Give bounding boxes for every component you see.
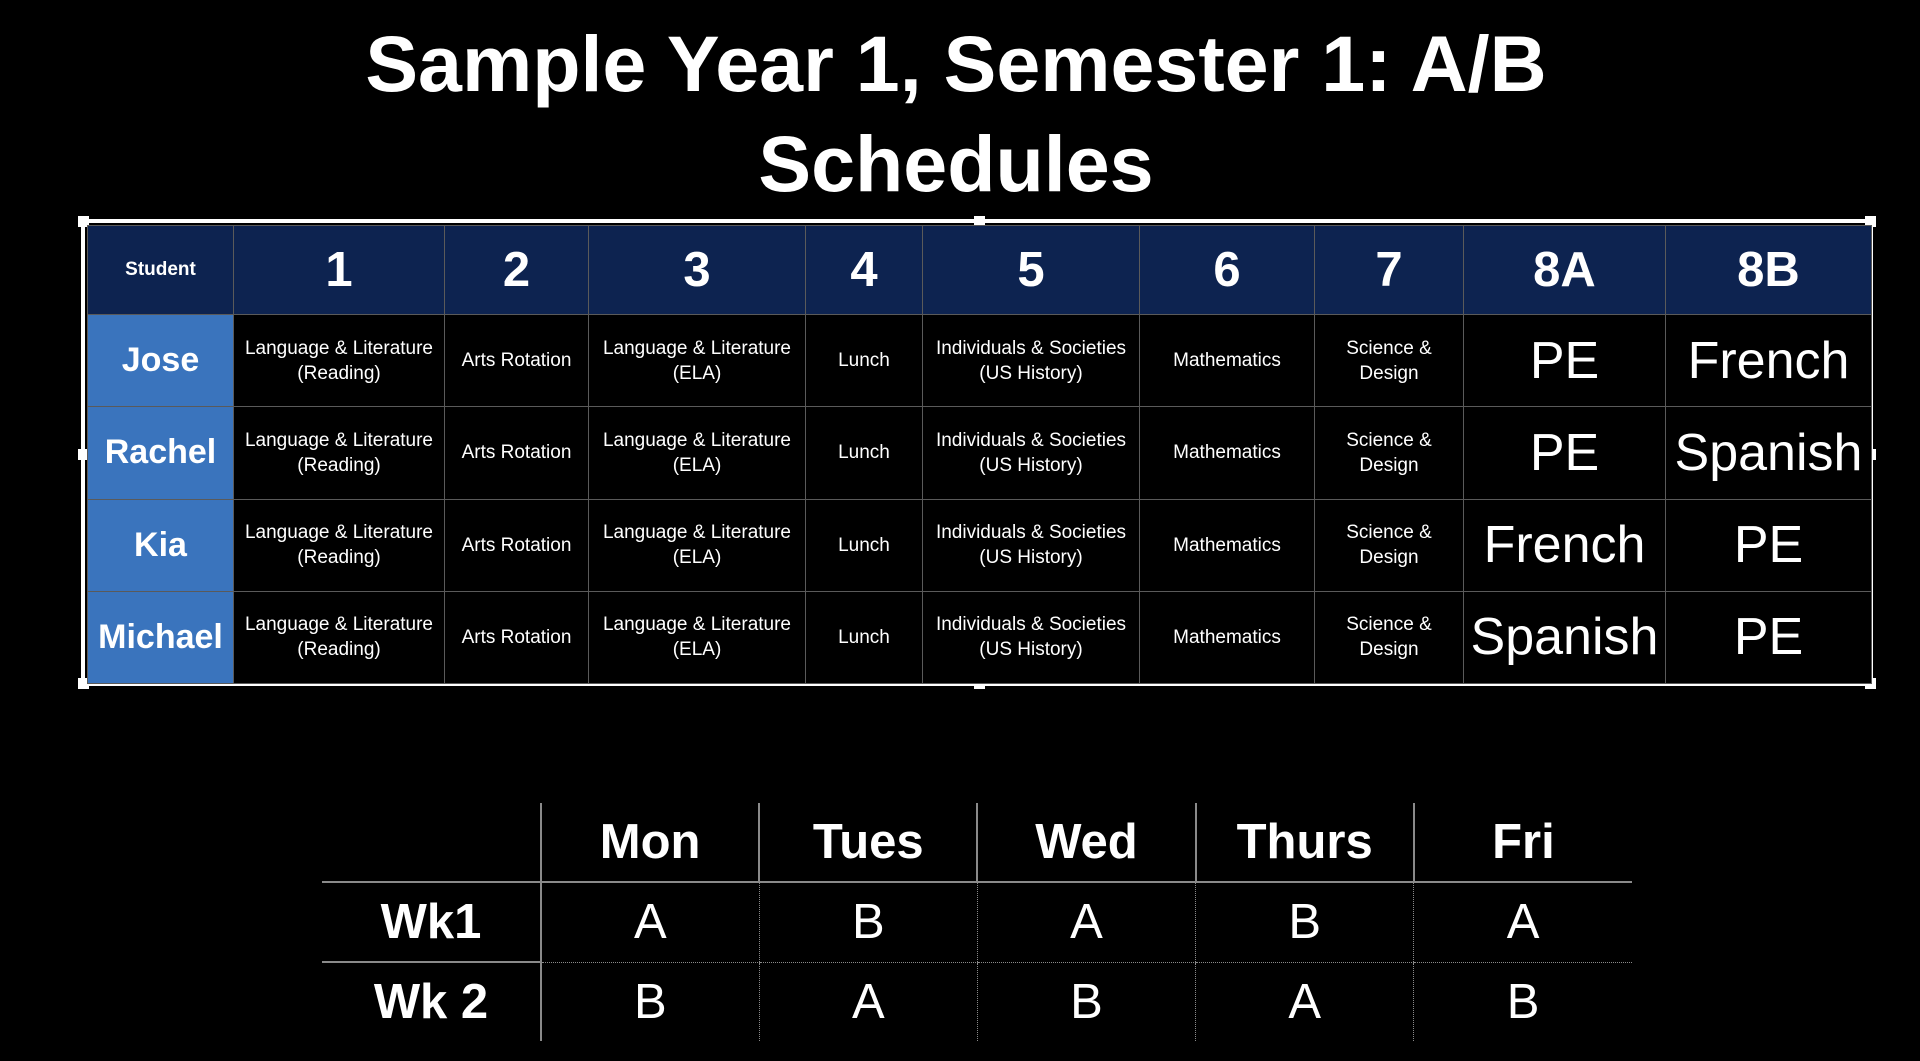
schedule-row-michael (88, 591, 1872, 683)
course-detail: (Reading) (297, 639, 381, 661)
period-4-cell[interactable]: Lunch (806, 591, 923, 683)
period-8a-cell[interactable]: Spanish (1464, 591, 1666, 683)
course-name: Science & (1346, 614, 1432, 636)
course-detail: (Reading) (297, 454, 381, 476)
period-6-cell[interactable]: Mathematics (1140, 591, 1315, 683)
week-label[interactable]: Wk1 (322, 882, 541, 962)
header-cell-student[interactable]: Student (88, 226, 234, 315)
course-detail: Design (1359, 547, 1419, 569)
day-header-fri[interactable]: Fri (1414, 803, 1632, 882)
period-3-cell[interactable] (589, 315, 806, 407)
course-detail: (ELA) (672, 547, 722, 569)
course-name: Language & Literature (244, 522, 434, 544)
day-header-wed[interactable]: Wed (977, 803, 1195, 882)
period-8a-cell[interactable]: PE (1464, 407, 1666, 499)
course-detail: Design (1359, 362, 1419, 384)
period-2-cell[interactable]: Arts Rotation (445, 499, 589, 591)
period-1-cell[interactable] (234, 407, 445, 499)
schedule-row-kia (88, 499, 1872, 591)
day-type-cell[interactable]: A (759, 962, 977, 1041)
header-cell-period-5[interactable]: 5 (923, 226, 1140, 315)
period-7-cell[interactable] (1315, 591, 1464, 683)
week-row-2 (322, 962, 1632, 1041)
day-type-cell[interactable]: B (541, 962, 759, 1041)
day-type-cell[interactable]: A (1414, 882, 1632, 962)
period-1-cell[interactable] (234, 591, 445, 683)
day-type-cell[interactable]: B (1414, 962, 1632, 1041)
period-8b-cell[interactable]: PE (1666, 499, 1872, 591)
period-2-cell[interactable]: Arts Rotation (445, 407, 589, 499)
schedule-header-row (88, 226, 1872, 315)
ab-week-table[interactable] (322, 803, 1632, 1041)
course-name: Language & Literature (602, 614, 792, 636)
period-3-cell[interactable] (589, 591, 806, 683)
course-name: Individuals & Societies (935, 337, 1127, 359)
header-cell-period-2[interactable]: 2 (445, 226, 589, 315)
slide-title-line-1: Sample Year 1, Semester 1: A/B (365, 19, 1547, 108)
period-7-cell[interactable] (1315, 499, 1464, 591)
period-5-cell[interactable] (923, 499, 1140, 591)
course-name: Language & Literature (244, 429, 434, 451)
period-3-cell[interactable] (589, 499, 806, 591)
period-2-cell[interactable]: Arts Rotation (445, 315, 589, 407)
day-type-cell[interactable]: A (977, 882, 1195, 962)
period-6-cell[interactable]: Mathematics (1140, 407, 1315, 499)
student-name-cell[interactable]: Kia (88, 499, 234, 591)
period-1-cell[interactable] (234, 499, 445, 591)
day-type-cell[interactable]: A (541, 882, 759, 962)
course-detail: (Reading) (297, 362, 381, 384)
period-5-cell[interactable] (923, 315, 1140, 407)
course-name: Individuals & Societies (935, 522, 1127, 544)
day-type-cell[interactable]: B (1196, 882, 1414, 962)
period-7-cell[interactable] (1315, 407, 1464, 499)
period-6-cell[interactable]: Mathematics (1140, 315, 1315, 407)
student-name-cell[interactable]: Michael (88, 591, 234, 683)
period-4-cell[interactable]: Lunch (806, 407, 923, 499)
course-detail: (ELA) (672, 454, 722, 476)
schedule-row-jose (88, 315, 1872, 407)
period-8a-cell[interactable]: PE (1464, 315, 1666, 407)
schedule-row-rachel (88, 407, 1872, 499)
week-corner-cell (322, 803, 541, 882)
period-6-cell[interactable]: Mathematics (1140, 499, 1315, 591)
period-8b-cell[interactable]: PE (1666, 591, 1872, 683)
course-detail: (US History) (979, 639, 1083, 661)
period-5-cell[interactable] (923, 407, 1140, 499)
period-4-cell[interactable]: Lunch (806, 315, 923, 407)
course-name: Science & (1346, 337, 1432, 359)
course-name: Language & Literature (244, 337, 434, 359)
course-name: Science & (1346, 522, 1432, 544)
slide-title[interactable] (0, 14, 1912, 214)
course-name: Language & Literature (602, 337, 792, 359)
header-cell-period-8b[interactable]: 8B (1666, 226, 1872, 315)
day-header-tues[interactable]: Tues (759, 803, 977, 882)
week-label[interactable]: Wk 2 (373, 975, 489, 1029)
course-detail: (US History) (979, 454, 1083, 476)
period-1-cell[interactable] (234, 315, 445, 407)
course-name: Language & Literature (602, 429, 792, 451)
course-name: Language & Literature (602, 522, 792, 544)
period-4-cell[interactable]: Lunch (806, 499, 923, 591)
course-name: Language & Literature (244, 614, 434, 636)
course-name: Science & (1346, 429, 1432, 451)
course-detail: Design (1359, 454, 1419, 476)
day-type-cell[interactable]: B (759, 882, 977, 962)
course-name: Individuals & Societies (935, 429, 1127, 451)
course-detail: (Reading) (297, 547, 381, 569)
course-detail: (US History) (979, 547, 1083, 569)
header-cell-period-8a[interactable]: 8A (1464, 226, 1666, 315)
header-cell-period-1[interactable]: 1 (234, 226, 445, 315)
slide-title-line-2: Schedules (758, 119, 1154, 208)
period-8b-cell[interactable]: Spanish (1666, 407, 1872, 499)
period-8b-cell[interactable]: French (1666, 315, 1872, 407)
student-name-cell[interactable]: Jose (88, 315, 234, 407)
schedule-table[interactable] (87, 225, 1872, 684)
course-detail: (US History) (979, 362, 1083, 384)
course-detail: (ELA) (672, 362, 722, 384)
day-header-mon[interactable]: Mon (541, 803, 759, 882)
course-detail: Design (1359, 639, 1419, 661)
day-header-thurs[interactable]: Thurs (1196, 803, 1414, 882)
student-name-cell[interactable]: Rachel (88, 407, 234, 499)
header-cell-period-3[interactable]: 3 (589, 226, 806, 315)
period-2-cell[interactable]: Arts Rotation (445, 591, 589, 683)
week-header-row (322, 803, 1632, 882)
schedule-table-selection[interactable] (81, 219, 1873, 686)
period-3-cell[interactable] (589, 407, 806, 499)
course-name: Individuals & Societies (935, 614, 1127, 636)
day-type-cell[interactable]: A (1196, 962, 1414, 1041)
week-row-1 (322, 882, 1632, 962)
period-8a-cell[interactable]: French (1464, 499, 1666, 591)
header-cell-period-6[interactable]: 6 (1140, 226, 1315, 315)
header-cell-period-4[interactable]: 4 (806, 226, 923, 315)
period-7-cell[interactable] (1315, 315, 1464, 407)
course-detail: (ELA) (672, 639, 722, 661)
header-cell-period-7[interactable]: 7 (1315, 226, 1464, 315)
day-type-cell[interactable]: B (977, 962, 1195, 1041)
period-5-cell[interactable] (923, 591, 1140, 683)
